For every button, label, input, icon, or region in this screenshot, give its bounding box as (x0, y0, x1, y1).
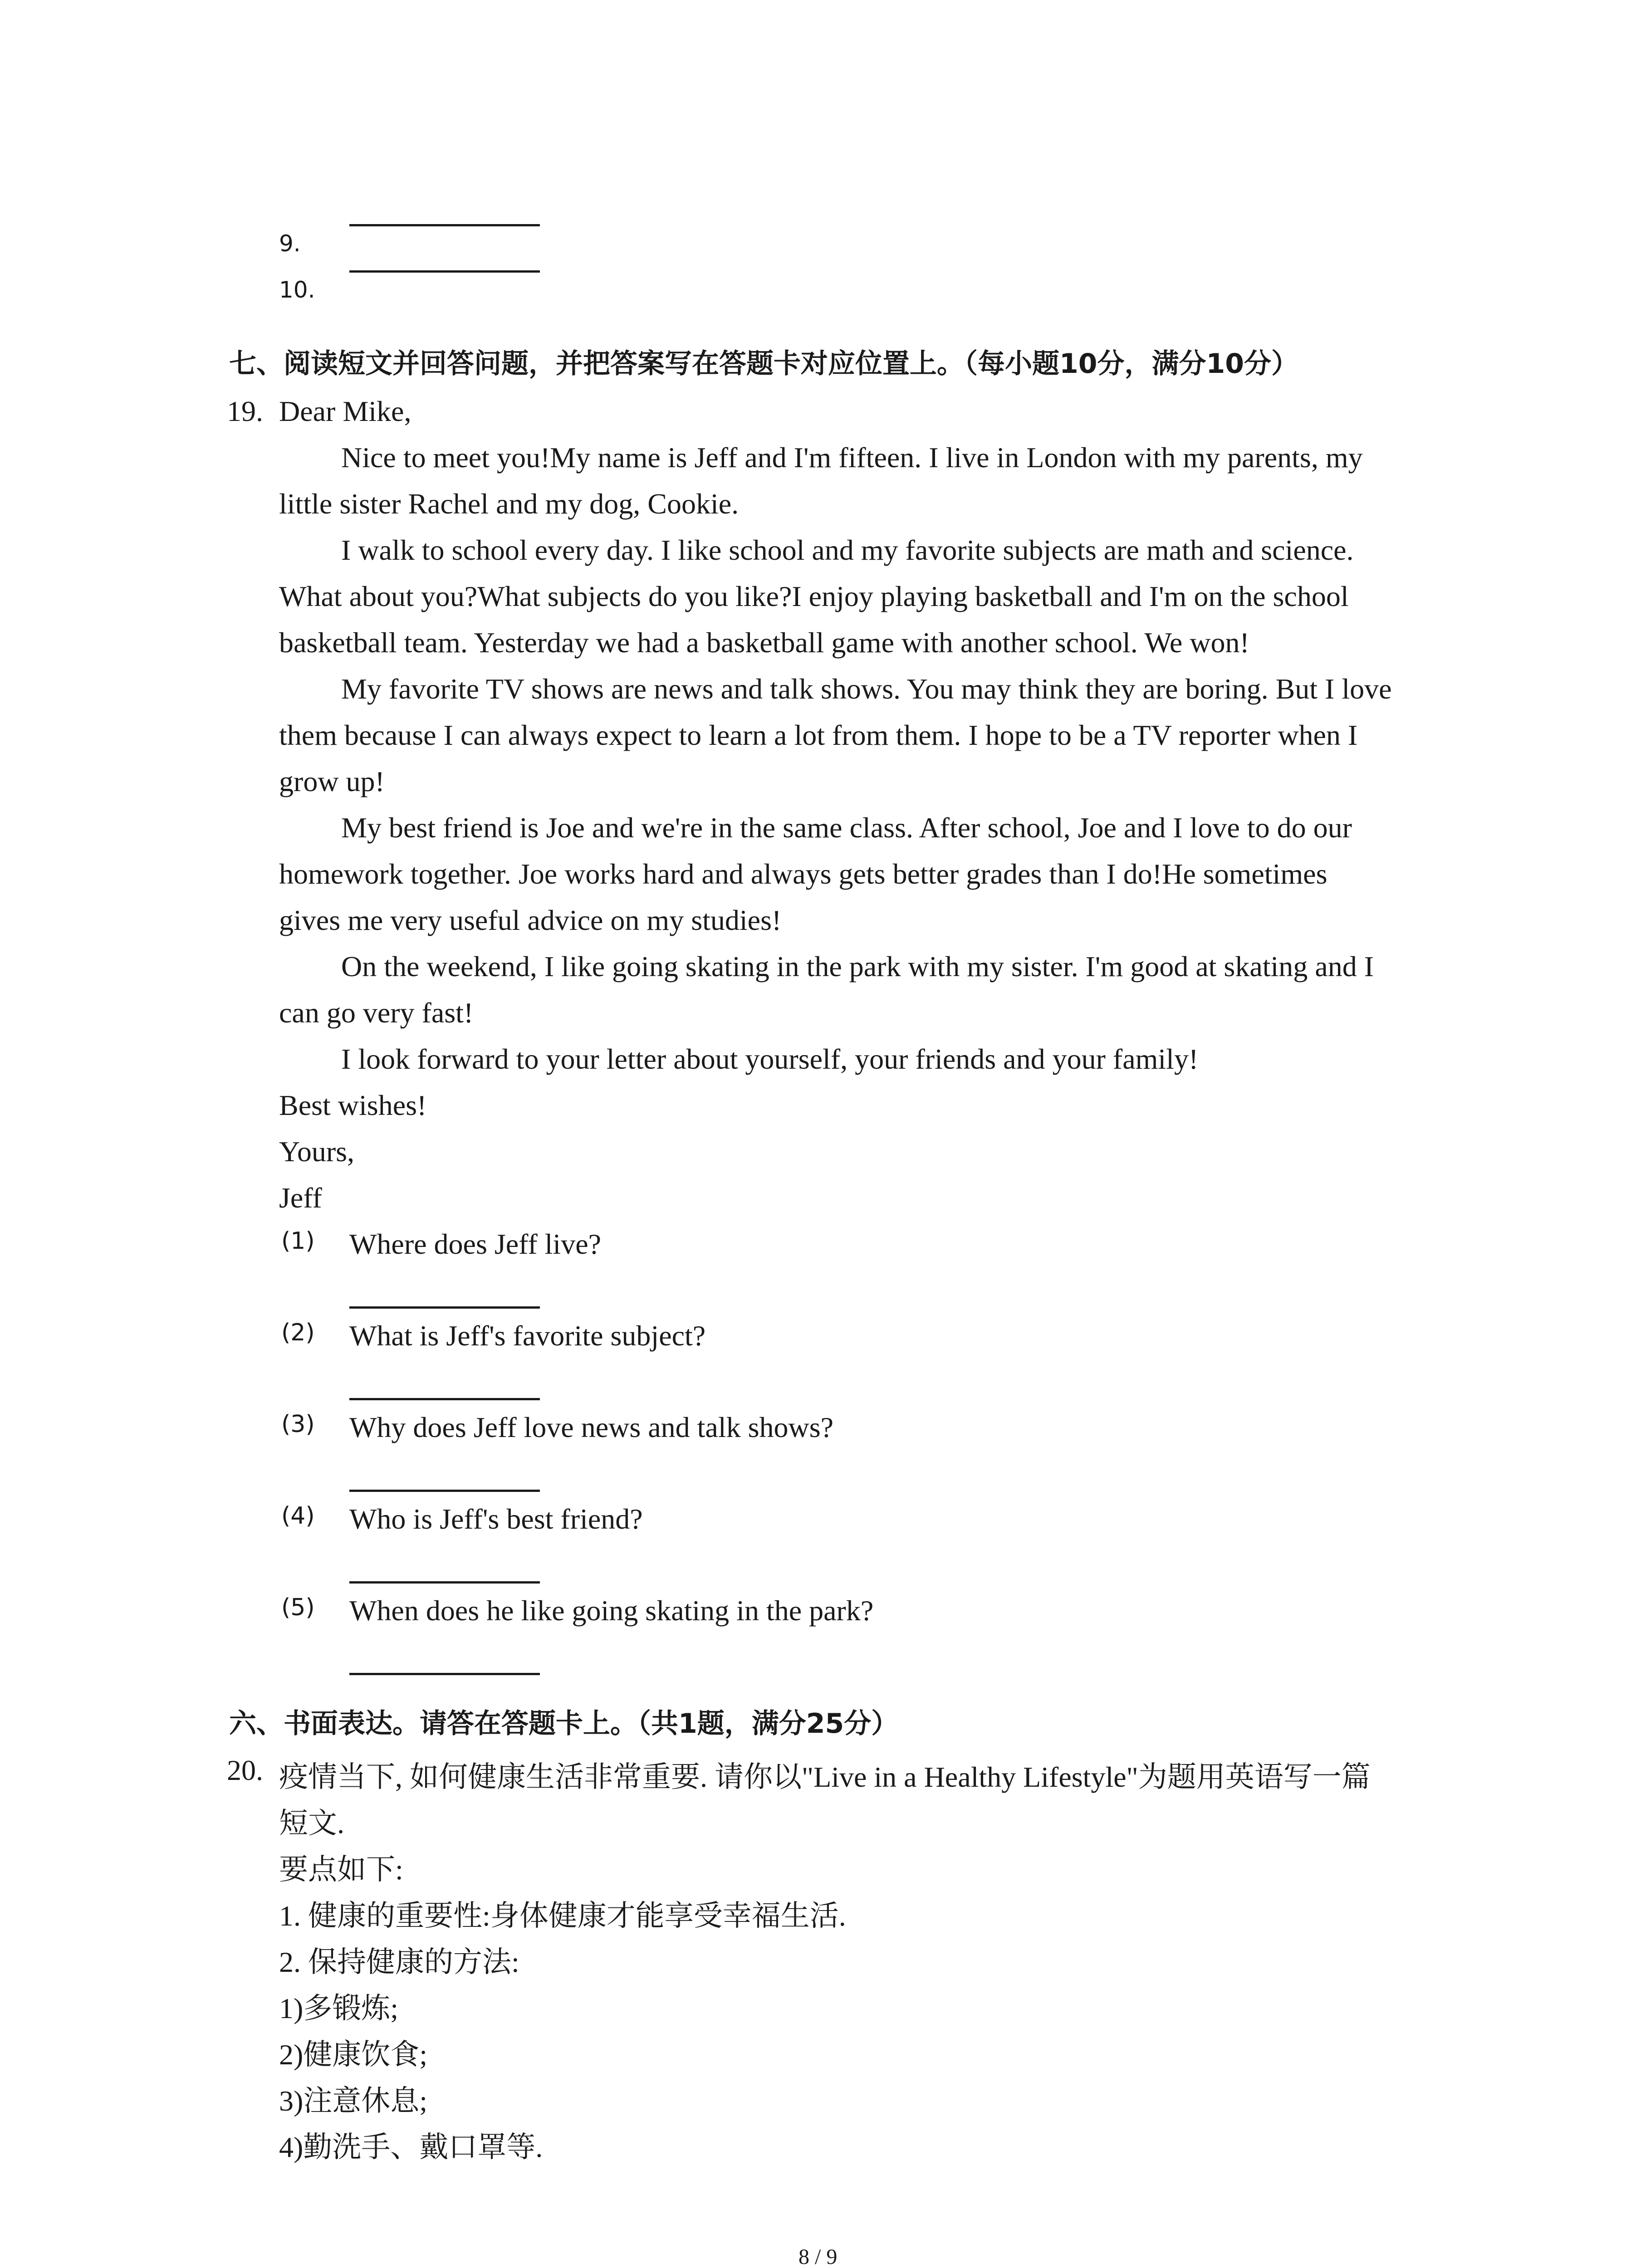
answer-blank-q4[interactable] (349, 1581, 540, 1584)
letter-line: Yours, (279, 1135, 355, 1168)
essay-prompt-line: 2)健康饮食; (279, 2038, 428, 2071)
answer-blank-10[interactable] (349, 270, 540, 273)
answer-blank-9[interactable] (349, 224, 540, 226)
letter-line: little sister Rachel and my dog, Cookie. (279, 488, 739, 520)
sub-question-text: Why does Jeff love news and talk shows? (349, 1411, 834, 1443)
sub-question-text: Where does Jeff live? (349, 1228, 601, 1260)
letter-line: My best friend is Joe and we're in the same class. After school, Joe and I love to do our (341, 811, 1352, 844)
letter-line: grow up! (279, 765, 385, 797)
letter-line: Best wishes! (279, 1089, 427, 1121)
essay-prompt-line: 3)注意休息; (279, 2085, 428, 2117)
letter-line: I look forward to your letter about yourself, your friends and your family! (341, 1043, 1199, 1075)
essay-prompt-line: 4)勤洗手、戴口罩等. (279, 2131, 543, 2163)
letter-line: homework together. Joe works hard and always gets better grades than I do!He sometimes (279, 858, 1327, 890)
section6-heading: 六、书面表达。请答在答题卡上。（共1题，满分25分） (229, 1708, 899, 1740)
sub-question-number: (1) (281, 1227, 315, 1255)
letter-line: On the weekend, I like going skating in the park with my sister. I'm good at skating and I (341, 950, 1374, 982)
answer-blank-q5[interactable] (349, 1673, 540, 1675)
answer-blank-q2[interactable] (349, 1398, 540, 1400)
sub-question-text: Who is Jeff's best friend? (349, 1503, 643, 1535)
essay-prompt-line: 疫情当下, 如何健康生活非常重要. 请你以"Live in a Healthy Lifestyle"为题用英语写一篇 (279, 1761, 1371, 1793)
essay-prompt-line: 1)多锻炼; (279, 1992, 399, 2024)
question-20-number: 20. (227, 1754, 263, 1786)
item-number-10: 10. (279, 277, 315, 303)
letter-line: them because I can always expect to learn a lot from them. I hope to be a TV reporter when I (279, 719, 1358, 751)
letter-line: Nice to meet you!My name is Jeff and I'm fifteen. I live in London with my parents, my (341, 441, 1363, 474)
letter-line: What about you?What subjects do you like?I enjoy playing basketball and I'm on the school (279, 580, 1349, 612)
essay-prompt-line: 2. 保持健康的方法: (279, 1946, 519, 1978)
sub-question-number: (5) (281, 1594, 315, 1621)
item-number-9: 9. (279, 230, 301, 257)
letter-line: Dear Mike, (279, 395, 411, 427)
answer-blank-q1[interactable] (349, 1306, 540, 1309)
section7-heading: 七、阅读短文并回答问题，并把答案写在答题卡对应位置上。（每小题10分，满分10分） (229, 348, 1298, 380)
sub-question-number: (2) (281, 1319, 315, 1346)
sub-question-text: When does he like going skating in the park? (349, 1594, 874, 1627)
question-19-number: 19. (227, 395, 263, 427)
sub-question-number: (4) (281, 1502, 315, 1530)
sub-question-text: What is Jeff's favorite subject? (349, 1320, 706, 1352)
letter-line: can go very fast! (279, 997, 474, 1029)
sub-question-number: (3) (281, 1411, 315, 1438)
page-number: 8 / 9 (798, 2245, 838, 2268)
letter-line: I walk to school every day. I like school and my favorite subjects are math and science. (341, 534, 1354, 566)
letter-line: Jeff (279, 1182, 322, 1214)
essay-prompt-line: 1. 健康的重要性:身体健康才能享受幸福生活. (279, 1900, 846, 1932)
letter-line: My favorite TV shows are news and talk shows. You may think they are boring. But I love (341, 673, 1392, 705)
answer-blank-q3[interactable] (349, 1490, 540, 1492)
letter-line: basketball team. Yesterday we had a basketball game with another school. We won! (279, 626, 1249, 659)
essay-prompt-line: 短文. (279, 1807, 344, 1839)
letter-line: gives me very useful advice on my studies! (279, 904, 782, 936)
essay-prompt-line: 要点如下: (279, 1853, 403, 1886)
